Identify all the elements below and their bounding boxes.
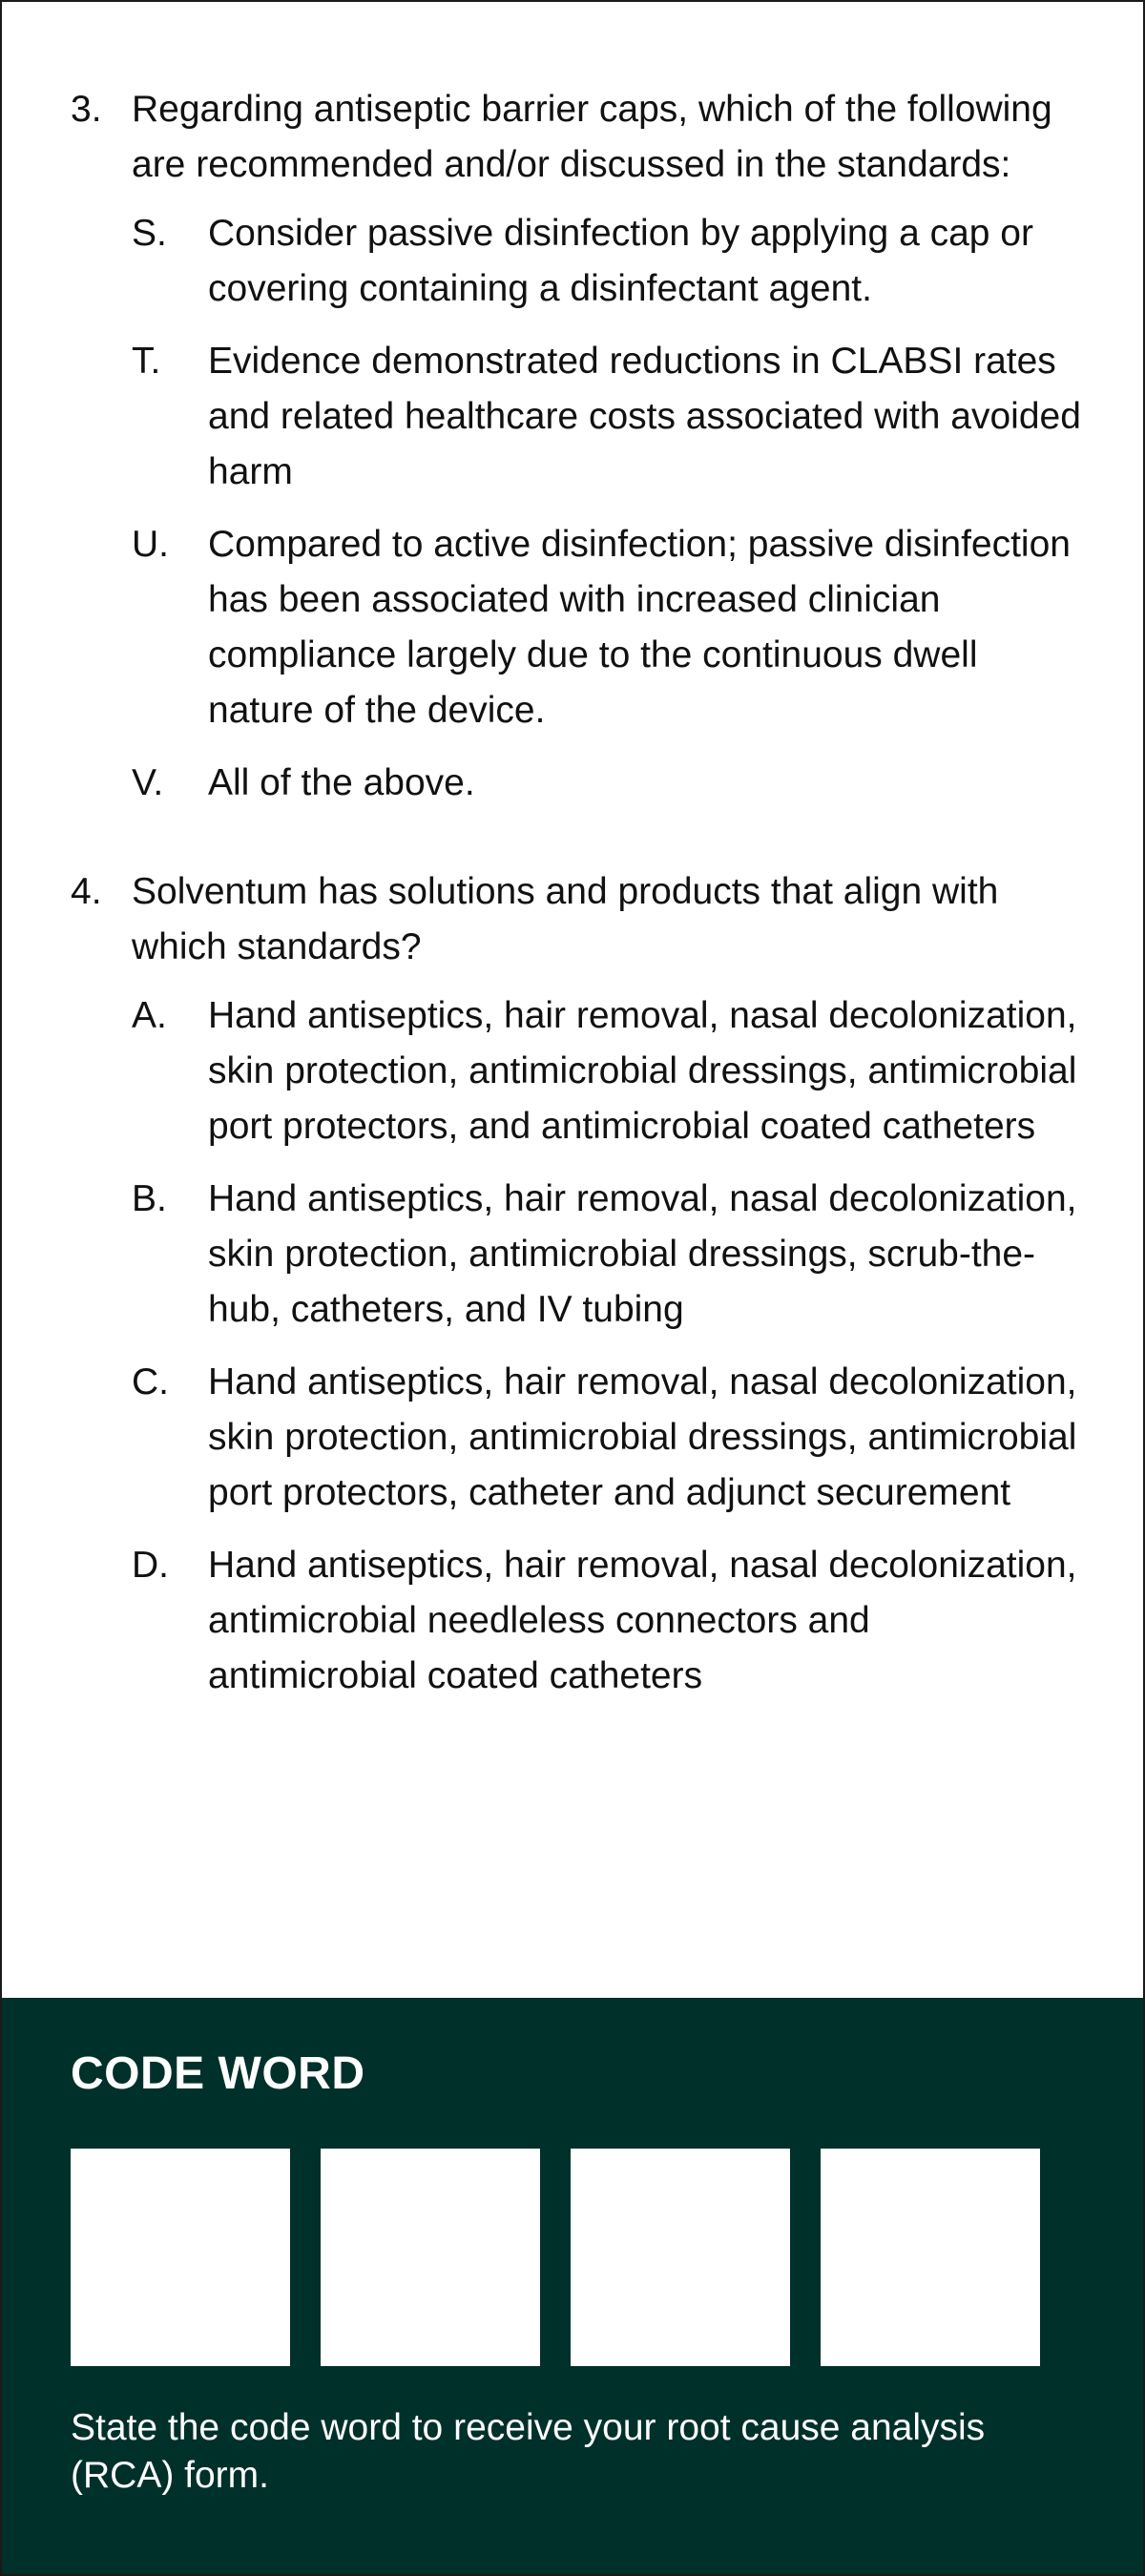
option-letter: A. <box>132 995 167 1036</box>
option-letter: T. <box>132 341 161 382</box>
code-letter-box-4[interactable] <box>821 2149 1040 2366</box>
option-letter: U. <box>132 524 169 565</box>
question-number: 4. <box>71 871 102 912</box>
option-letter: V. <box>132 762 164 803</box>
question-text: Regarding antiseptic barrier caps, which of the following are recommended and/or discussed in the standards: <box>132 89 1052 185</box>
option-text: Hand antiseptics, hair removal, nasal decolonization, antimicrobial needleless connectors and antimicrobial coated catheters <box>208 1545 1077 1696</box>
code-word-instructions: State the code word to receive your root cause analysis (RCA) form. <box>71 2407 986 2496</box>
answer-options <box>132 206 1088 811</box>
answer-option-t[interactable] <box>132 334 1088 500</box>
option-text: All of the above. <box>208 762 475 803</box>
option-text: Consider passive disinfection by applying a cap or covering containing a disinfectant agent. <box>208 213 1033 309</box>
option-letter: C. <box>132 1361 169 1402</box>
code-letter-box-2[interactable] <box>321 2149 540 2366</box>
answer-option-u[interactable] <box>132 517 1088 738</box>
code-letter-box-3[interactable] <box>571 2149 790 2366</box>
question-number: 3. <box>71 89 102 130</box>
question-text: Solventum has solutions and products that align with which standards? <box>132 871 999 967</box>
question-body <box>132 864 1088 1704</box>
option-letter: B. <box>132 1178 167 1219</box>
question-body <box>132 82 1088 811</box>
option-text: Hand antiseptics, hair removal, nasal decolonization, skin protection, antimicrobial dressings, antimicrobial port protectors, catheter and adjunct securement <box>208 1361 1077 1513</box>
code-word-boxes <box>71 2149 1074 2366</box>
answer-option-a[interactable] <box>132 988 1088 1154</box>
code-letter-box-1[interactable] <box>71 2149 290 2366</box>
option-text: Hand antiseptics, hair removal, nasal decolonization, skin protection, antimicrobial dressings, scrub-the-hub, catheters, and IV tubing <box>208 1178 1077 1330</box>
question-3 <box>71 82 1088 811</box>
answer-option-d[interactable] <box>132 1538 1088 1704</box>
option-text: Hand antiseptics, hair removal, nasal decolonization, skin protection, antimicrobial dressings, antimicrobial port protectors, and antimicrobial coated catheters <box>208 995 1077 1147</box>
question-4 <box>71 864 1088 1704</box>
option-text: Compared to active disinfection; passive disinfection has been associated with increased clinician compliance largely due to the continuous dwell nature of the device. <box>208 524 1071 731</box>
option-letter: S. <box>132 213 167 254</box>
code-word-panel <box>0 1998 1145 2576</box>
option-letter: D. <box>132 1545 169 1586</box>
answer-option-c[interactable] <box>132 1355 1088 1521</box>
answer-option-s[interactable] <box>132 206 1088 317</box>
answer-option-b[interactable] <box>132 1172 1088 1338</box>
option-text: Evidence demonstrated reductions in CLABSI rates and related healthcare costs associated with avoided harm <box>208 341 1081 492</box>
answer-options <box>132 988 1088 1704</box>
code-word-title: CODE WORD <box>71 2048 365 2099</box>
answer-option-v[interactable] <box>132 756 1088 811</box>
